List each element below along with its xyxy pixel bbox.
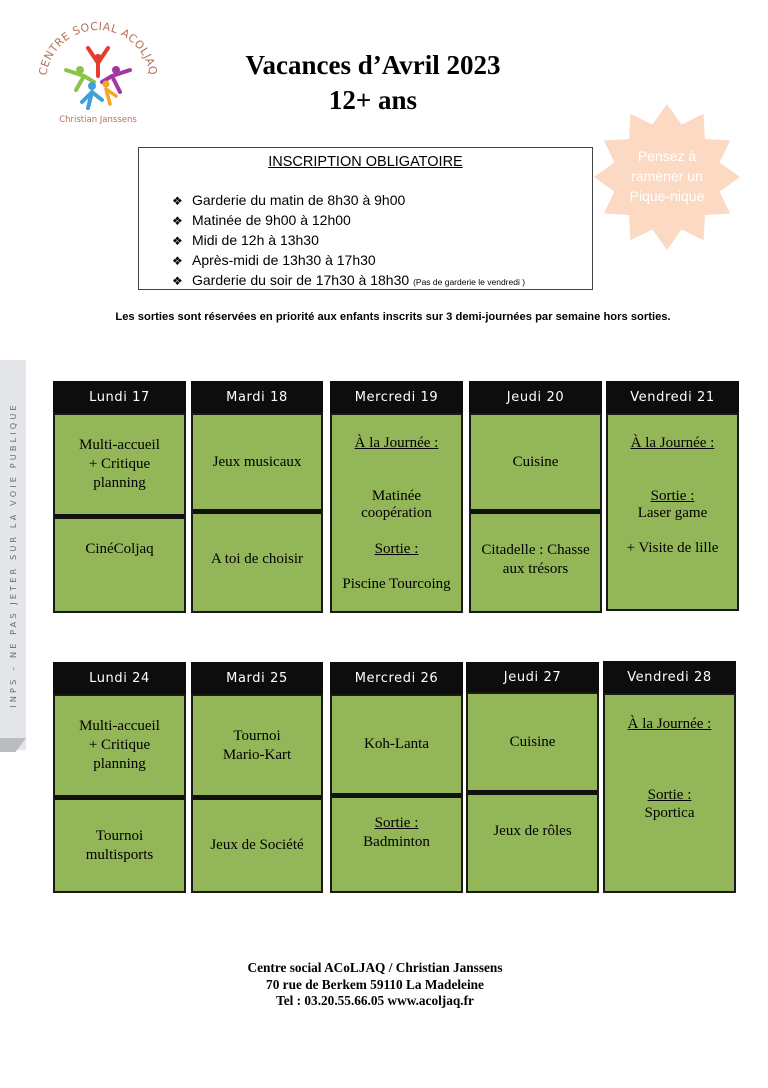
- day-activities: [603, 693, 736, 893]
- outing-activity: Piscine Tourcoing: [342, 576, 451, 592]
- inscription-box: [138, 147, 593, 290]
- full-day-label: À la Journée :: [627, 716, 712, 732]
- page-title: [200, 48, 546, 118]
- side-notice-text: INPS – NE PAS JETER SUR LA VOIE PUBLIQUE: [8, 402, 18, 708]
- footer-line-1: Centre social ACoLJAQ / Christian Janssens: [247, 960, 503, 975]
- list-item: ❖ Garderie du soir de 17h30 à 18h30 (Pas de garderie le vendredi ): [172, 271, 525, 292]
- outing-label: Sortie :: [647, 787, 692, 803]
- morning-activity: Jeux musicaux: [212, 453, 302, 470]
- afternoon-activity: Citadelle : Chasse aux trésors: [481, 542, 590, 577]
- morning-activity: Cuisine: [509, 733, 556, 750]
- day-activities: [191, 694, 323, 893]
- day-lundi-24: [53, 662, 186, 893]
- list-item: ❖ Après-midi de 13h30 à 17h30: [172, 251, 525, 271]
- full-day-label: À la Journée :: [630, 435, 715, 451]
- extra-activity: + Visite de lille: [626, 540, 719, 556]
- day-header: Vendredi 21: [606, 381, 739, 413]
- outing-activity: Sportica: [644, 805, 695, 821]
- logo-ring-text: CENTRE SOCIAL ACOLJAQ: [36, 19, 160, 77]
- day-header: Mercredi 26: [330, 662, 463, 694]
- footer-line-3: Tel : 03.20.55.66.05 www.acoljaq.fr: [276, 993, 474, 1008]
- day-activities: [330, 694, 463, 893]
- inscription-heading: INSCRIPTION OBLIGATOIRE: [268, 154, 463, 170]
- inscription-list: [172, 191, 525, 292]
- footer-address: [210, 960, 540, 1010]
- day-header: Mercredi 19: [330, 381, 463, 413]
- day-header: Mardi 18: [191, 381, 323, 413]
- morning-activity: Cuisine: [512, 453, 559, 470]
- day-activities: [53, 413, 186, 613]
- acoljaq-logo: [36, 18, 160, 130]
- list-item: ❖ Garderie du matin de 8h30 à 9h00: [172, 191, 525, 211]
- day-header: Vendredi 28: [603, 661, 736, 693]
- day-jeudi-27: [466, 662, 599, 893]
- garderie-note: (Pas de garderie le vendredi ): [413, 277, 526, 287]
- day-activities: [53, 694, 186, 893]
- afternoon-activity: A toi de choisir: [210, 550, 304, 567]
- day-mercredi-19: [330, 381, 463, 613]
- full-day-label: À la Journée :: [354, 435, 439, 451]
- afternoon-activity: Jeux de Société: [210, 837, 304, 853]
- afternoon-activity: Jeux de rôles: [493, 822, 572, 839]
- footer-line-2: 70 rue de Berkem 59110 La Madeleine: [266, 976, 484, 992]
- day-header: Lundi 17: [53, 381, 186, 413]
- day-activities: [191, 413, 323, 613]
- day-header: Jeudi 27: [466, 662, 599, 692]
- title-line-2: 12+ ans: [328, 85, 418, 115]
- title-line-1: Vacances d’Avril 2023: [245, 50, 501, 80]
- afternoon-activity: Sortie : Badminton: [363, 815, 430, 850]
- day-header: Lundi 24: [53, 662, 186, 694]
- day-mercredi-26: [330, 662, 463, 893]
- outing-label: Sortie :: [374, 541, 419, 557]
- day-vendredi-28: [603, 661, 736, 893]
- diamond-bullet-icon: ❖: [172, 194, 183, 208]
- outing-activity: Laser game: [637, 505, 708, 521]
- diamond-bullet-icon: ❖: [172, 214, 183, 228]
- day-activities: [606, 413, 739, 611]
- diamond-bullet-icon: ❖: [172, 254, 183, 268]
- day-activities: [466, 692, 599, 893]
- morning-activity: Multi-accueil + Critique planning: [79, 718, 160, 772]
- day-header: Jeudi 20: [469, 381, 602, 413]
- list-item: ❖ Midi de 12h à 13h30: [172, 231, 525, 251]
- logo-figures-icon: [66, 48, 130, 108]
- diamond-bullet-icon: ❖: [172, 234, 183, 248]
- morning-activity: Koh-Lanta: [364, 736, 429, 752]
- reminder-text: Pensez à ramener un Pique-nique: [629, 148, 705, 204]
- diamond-bullet-icon: ❖: [172, 274, 183, 288]
- day-vendredi-21: [606, 381, 739, 611]
- morning-activity: Tournoi Mario-Kart: [222, 727, 292, 763]
- list-item: ❖ Matinée de 9h00 à 12h00: [172, 211, 525, 231]
- day-header: Mardi 25: [191, 662, 323, 694]
- outing-label: Sortie :: [650, 488, 695, 504]
- morning-activity: Matinée coopération: [361, 488, 432, 521]
- day-activities: [469, 413, 602, 613]
- day-jeudi-20: [469, 381, 602, 613]
- day-activities: [330, 413, 463, 613]
- afternoon-activity: CinéColjaq: [85, 540, 154, 557]
- priority-notice: Les sorties sont réservées en priorité aux enfants inscrits sur 3 demi-journées par semaine hors sorties.: [115, 311, 671, 323]
- afternoon-activity: Tournoi multisports: [85, 827, 154, 863]
- morning-activity: Multi-accueil + Critique planning: [79, 437, 160, 491]
- day-lundi-17: [53, 381, 186, 613]
- day-mardi-18: [191, 381, 323, 613]
- day-mardi-25: [191, 662, 323, 893]
- logo-sub-text: Christian Janssens: [59, 115, 137, 125]
